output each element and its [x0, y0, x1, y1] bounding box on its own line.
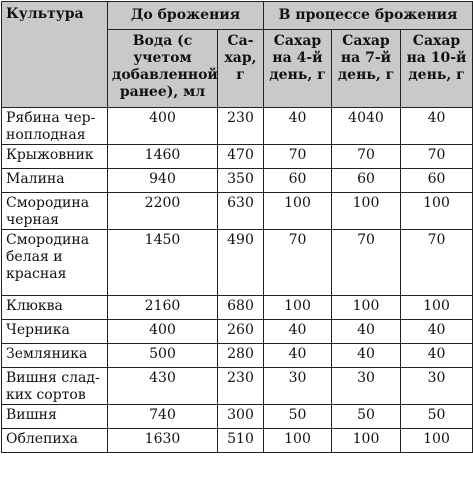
water-cell: 430 — [108, 368, 218, 405]
sugar-day10-cell: 60 — [401, 169, 473, 193]
sugar-day4-cell: 40 — [264, 344, 332, 368]
sugar-day4-cell: 30 — [264, 368, 332, 405]
sugar-day7-cell: 100 — [332, 296, 401, 320]
water-cell: 1450 — [108, 230, 218, 296]
culture-cell: Земляника — [2, 344, 108, 368]
table-row — [2, 296, 473, 320]
water-cell: 400 — [108, 320, 218, 344]
sugar-cell: 350 — [218, 169, 264, 193]
sugar-day7-cell: 60 — [332, 169, 401, 193]
sugar-cell: 260 — [218, 320, 264, 344]
culture-cell: Облепиха — [2, 429, 108, 453]
water-cell: 1460 — [108, 145, 218, 169]
sugar-day7-cell: 30 — [332, 368, 401, 405]
sugar-cell: 230 — [218, 368, 264, 405]
sugar-day10-cell: 40 — [401, 320, 473, 344]
sugar-day10-cell: 30 — [401, 368, 473, 405]
sugar-day7-cell: 40 — [332, 344, 401, 368]
water-cell: 740 — [108, 405, 218, 429]
water-cell: 400 — [108, 108, 218, 145]
sugar-day10-cell: 100 — [401, 429, 473, 453]
sugar-day10-cell: 70 — [401, 145, 473, 169]
sugar-cell: 230 — [218, 108, 264, 145]
header-before-fermentation: До брожения — [108, 2, 264, 30]
sugar-cell: 490 — [218, 230, 264, 296]
sugar-day7-cell: 50 — [332, 405, 401, 429]
table-row — [2, 169, 473, 193]
sugar-day10-cell: 40 — [401, 108, 473, 145]
table-row — [2, 405, 473, 429]
header-sugar: Са-хар, г — [218, 30, 264, 108]
table-row — [2, 108, 473, 145]
table-row — [2, 230, 473, 296]
header-sugar-day7: Сахар на 7-й день, г — [332, 30, 401, 108]
table-row — [2, 429, 473, 453]
sugar-day10-cell: 70 — [401, 230, 473, 296]
water-cell: 2160 — [108, 296, 218, 320]
table-row — [2, 193, 473, 230]
culture-cell: Крыжовник — [2, 145, 108, 169]
sugar-cell: 300 — [218, 405, 264, 429]
culture-cell: Черника — [2, 320, 108, 344]
culture-cell: Клюква — [2, 296, 108, 320]
table-row — [2, 344, 473, 368]
culture-cell: Смородина черная — [2, 193, 108, 230]
sugar-day10-cell: 100 — [401, 296, 473, 320]
culture-cell: Рябина чер-ноплодная — [2, 108, 108, 145]
sugar-day7-cell: 70 — [332, 145, 401, 169]
sugar-day4-cell: 50 — [264, 405, 332, 429]
sugar-day7-cell: 4040 — [332, 108, 401, 145]
fermentation-table — [1, 1, 473, 453]
culture-cell: Малина — [2, 169, 108, 193]
sugar-day4-cell: 40 — [264, 108, 332, 145]
sugar-day4-cell: 70 — [264, 230, 332, 296]
sugar-cell: 510 — [218, 429, 264, 453]
sugar-day10-cell: 50 — [401, 405, 473, 429]
water-cell: 2200 — [108, 193, 218, 230]
water-cell: 940 — [108, 169, 218, 193]
sugar-day7-cell: 40 — [332, 320, 401, 344]
header-sugar-day4: Сахар на 4-й день, г — [264, 30, 332, 108]
sugar-day4-cell: 40 — [264, 320, 332, 344]
sugar-day10-cell: 40 — [401, 344, 473, 368]
sugar-day4-cell: 70 — [264, 145, 332, 169]
sugar-cell: 280 — [218, 344, 264, 368]
sugar-day7-cell: 100 — [332, 429, 401, 453]
sugar-cell: 630 — [218, 193, 264, 230]
header-during-fermentation: В процессе брожения — [264, 2, 473, 30]
sugar-day4-cell: 100 — [264, 429, 332, 453]
sugar-day4-cell: 100 — [264, 193, 332, 230]
sugar-day7-cell: 100 — [332, 193, 401, 230]
sugar-cell: 680 — [218, 296, 264, 320]
water-cell: 500 — [108, 344, 218, 368]
header-row-1 — [2, 2, 473, 30]
culture-cell: Вишня — [2, 405, 108, 429]
water-cell: 1630 — [108, 429, 218, 453]
header-water: Вода (с учетом добавленной ранее), мл — [108, 30, 218, 108]
table-row — [2, 368, 473, 405]
sugar-day7-cell: 70 — [332, 230, 401, 296]
header-culture: Культура — [2, 2, 108, 108]
sugar-day10-cell: 100 — [401, 193, 473, 230]
culture-cell: Вишня слад-ких сортов — [2, 368, 108, 405]
sugar-day4-cell: 60 — [264, 169, 332, 193]
sugar-day4-cell: 100 — [264, 296, 332, 320]
table-row — [2, 145, 473, 169]
header-sugar-day10: Сахар на 10-й день, г — [401, 30, 473, 108]
sugar-cell: 470 — [218, 145, 264, 169]
culture-cell: Смородина белая и красная — [2, 230, 108, 296]
table-row — [2, 320, 473, 344]
